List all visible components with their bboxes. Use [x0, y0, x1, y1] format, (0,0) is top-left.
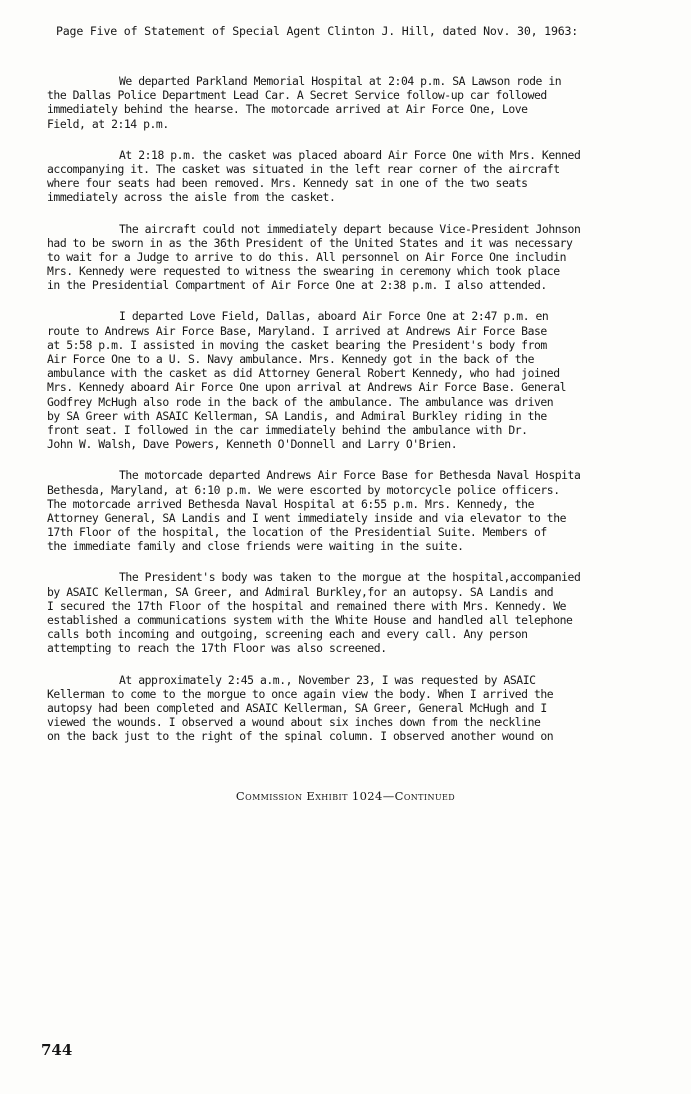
text-line: at 5:58 p.m. I assisted in moving the casket bearing the President's body from — [47, 337, 547, 352]
text-line: Bethesda, Maryland, at 6:10 p.m. We were escorted by motorcycle police officers. — [47, 482, 560, 497]
statement-body — [47, 74, 667, 761]
text-line: immediately across the aisle from the casket. — [47, 190, 336, 205]
paragraph-7 — [47, 673, 667, 744]
text-line: route to Andrews Air Force Base, Maryland. I arrived at Andrews Air Force Base — [47, 323, 547, 338]
paragraph-6 — [47, 570, 667, 655]
text-line: accompanying it. The casket was situated in the left rear corner of the aircraft — [47, 161, 560, 176]
text-line: Kellerman to come to the morgue to once again view the body. When I arrived the — [47, 686, 554, 701]
text-line: front seat. I followed in the car immediately behind the ambulance with Dr. — [47, 422, 528, 437]
text-line: We departed Parkland Memorial Hospital at 2:04 p.m. SA Lawson rode in — [119, 74, 562, 88]
text-line: calls both incoming and outgoing, screening each and every call. Any person — [47, 627, 528, 642]
exhibit-caption: Commission Exhibit 1024—Continued — [235, 789, 456, 803]
paragraph-5 — [47, 468, 667, 553]
text-line: by ASAIC Kellerman, SA Greer, and Admiral Burkley,for an autopsy. SA Landis and — [47, 584, 554, 599]
paragraph-4 — [47, 309, 667, 451]
text-line: autopsy had been completed and ASAIC Kellerman, SA Greer, General McHugh and I — [47, 700, 547, 715]
text-line: At 2:18 p.m. the casket was placed aboard Air Force One with Mrs. Kenned — [119, 147, 581, 162]
text-line: by SA Greer with ASAIC Kellerman, SA Landis, and Admiral Burkley riding in the — [47, 408, 547, 423]
text-line: I secured the 17th Floor of the hospital and remained there with Mrs. Kennedy. We — [47, 598, 567, 613]
text-line: I departed Love Field, Dallas, aboard Air Force One at 2:47 p.m. en — [119, 309, 549, 324]
text-line: Mrs. Kennedy aboard Air Force One upon arrival at Andrews Air Force Base. General — [47, 380, 567, 395]
page-header: Page Five of Statement of Special Agent Clinton J. Hill, dated Nov. 30, 1963: — [56, 24, 579, 38]
text-line: John W. Walsh, Dave Powers, Kenneth O'Donnell and Larry O'Brien. — [47, 437, 458, 452]
page-number: 744 — [41, 1041, 73, 1059]
text-line: Godfrey McHugh also rode in the back of the ambulance. The ambulance was driven — [47, 394, 554, 409]
text-line: the Dallas Police Department Lead Car. A Secret Service follow-up car followed — [47, 88, 547, 103]
text-line: Air Force One to a U. S. Navy ambulance. Mrs. Kennedy got in the back of the — [47, 352, 534, 366]
text-line: The President's body was taken to the morgue at the hospital,accompanied — [119, 570, 581, 585]
text-line: Field, at 2:14 p.m. — [47, 116, 169, 131]
text-line: the immediate family and close friends were waiting in the suite. — [47, 539, 464, 554]
text-line: Attorney General, SA Landis and I went immediately inside and via elevator to the — [47, 510, 567, 525]
text-line: established a communications system with the White House and handled all telephone — [47, 613, 573, 627]
text-line: viewed the wounds. I observed a wound about six inches down from the neckline — [47, 715, 541, 730]
text-line: had to be sworn in as the 36th President of the United States and it was necessary — [47, 235, 573, 250]
text-line: on the back just to the right of the spinal column. I observed another wound on — [47, 729, 554, 744]
text-line: attempting to reach the 17th Floor was also screened. — [47, 641, 387, 656]
text-line: ambulance with the casket as did Attorney General Robert Kennedy, who had joined — [47, 366, 560, 381]
text-line: The aircraft could not immediately depart because Vice-President Johnson — [119, 221, 581, 236]
text-line: The motorcade arrived Bethesda Naval Hospital at 6:55 p.m. Mrs. Kennedy, the — [47, 496, 534, 511]
paragraph-1 — [47, 74, 667, 131]
text-line: The motorcade departed Andrews Air Force Base for Bethesda Naval Hospita — [119, 468, 581, 483]
text-line: 17th Floor of the hospital, the location of the Presidential Suite. Members of — [47, 525, 547, 540]
text-line: in the Presidential Compartment of Air Force One at 2:38 p.m. I also attended. — [47, 278, 547, 293]
text-line: immediately behind the hearse. The motorcade arrived at Air Force One, Love — [47, 102, 528, 117]
text-line: Mrs. Kennedy were requested to witness the swearing in ceremony which took place — [47, 264, 560, 279]
text-line: At approximately 2:45 a.m., November 23, I was requested by ASAIC — [119, 672, 536, 687]
text-line: to wait for a Judge to arrive to do this. All personnel on Air Force One includin — [47, 249, 567, 264]
text-line: where four seats had been removed. Mrs. Kennedy sat in one of the two seats — [47, 176, 528, 191]
paragraph-2 — [47, 148, 667, 205]
paragraph-3 — [47, 222, 667, 293]
